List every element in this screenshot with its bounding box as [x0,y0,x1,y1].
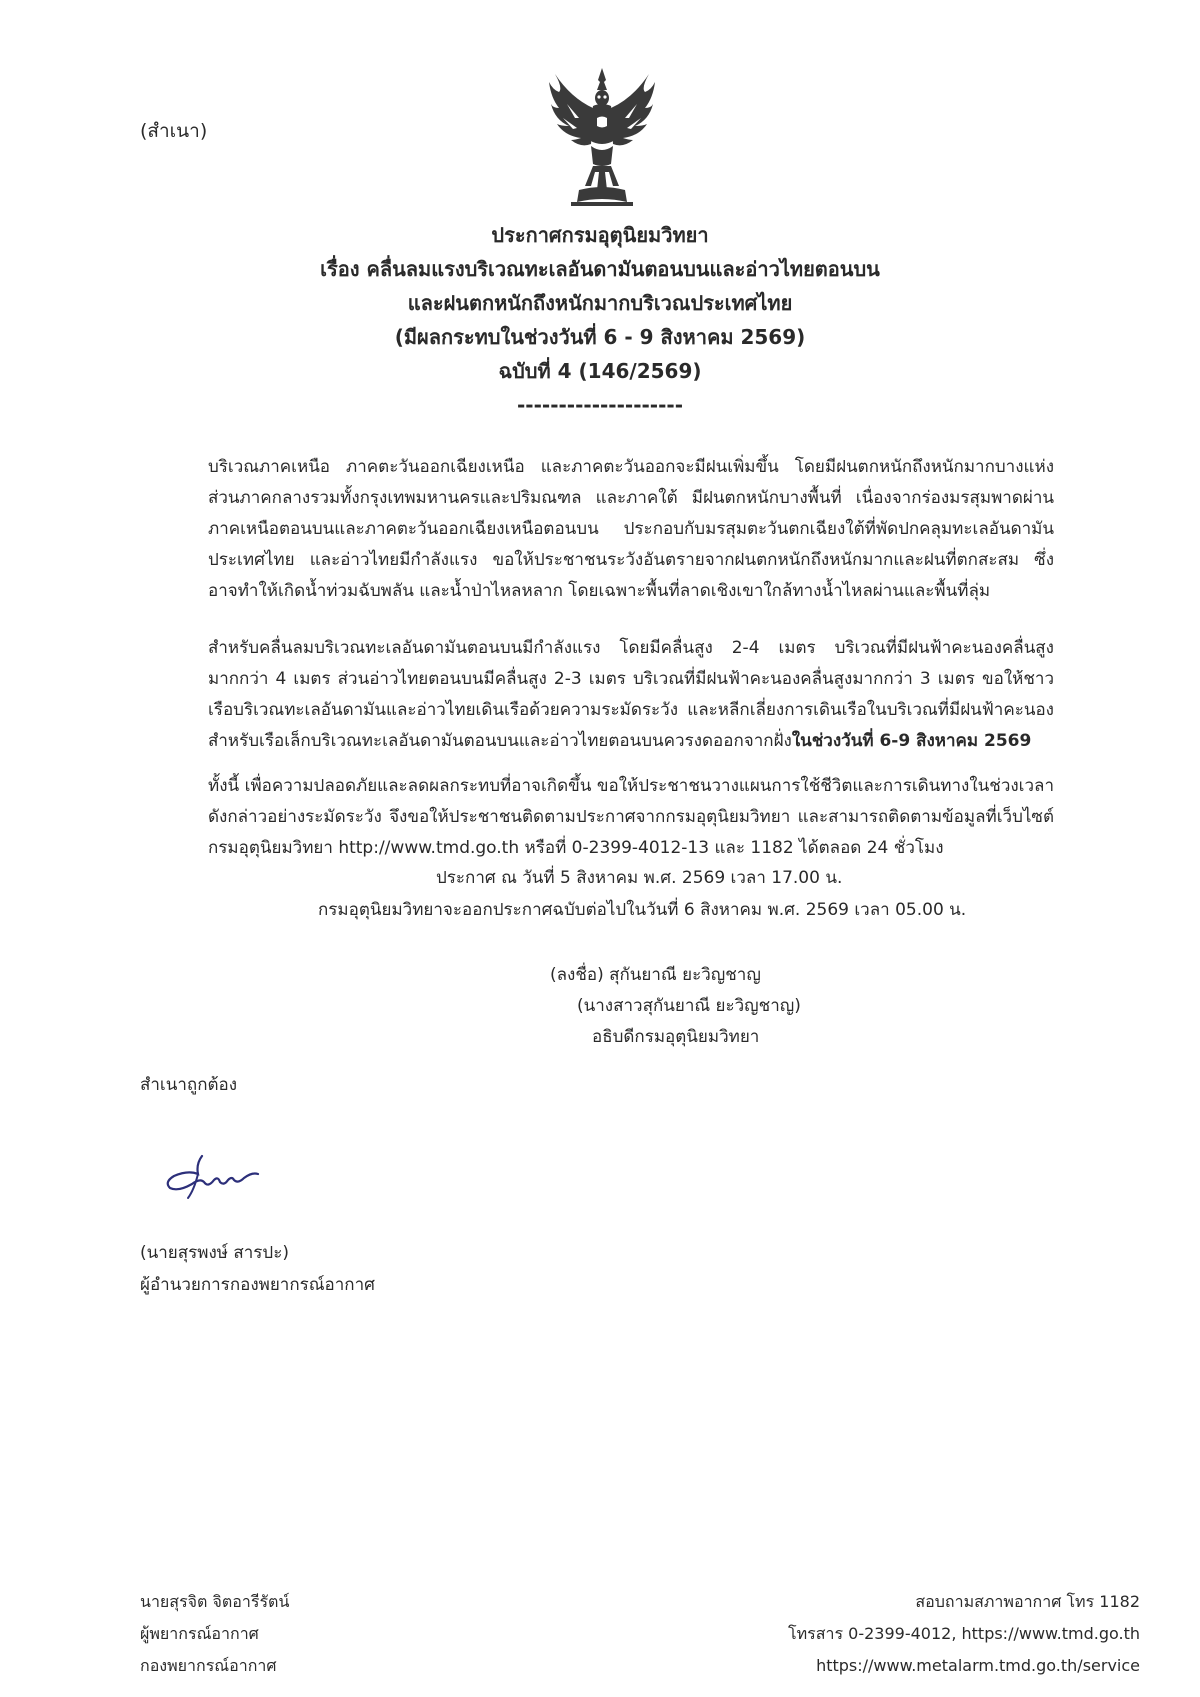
handwritten-signature [158,1150,268,1210]
title-block [180,218,1020,422]
certified-copy-label: สำเนาถูกต้อง [140,1075,238,1095]
issue-number: ฉบับที่ 4 (146/2569) [498,359,702,383]
paragraph-waves-text: สำหรับคลื่นลมบริเวณทะเลอันดามันตอนบนมีกำลังแรง โดยมีคลื่นสูง 2-4 เมตร บริเวณที่มีฝนฟ้าคะนองคลื่นสูงมากกว่า 4 เมตร ส่วนอ่าวไทยตอนบนมีคลื่นสูง 2-3 เมตร บริเวณที่มีฝนฟ้าคะนองคลื่นสูงมากกว่า 3 เมตร ขอให้ชาวเรือบริเวณทะเลอันดามันและอ่าวไทยเดินเรือด้วยความระมัดระวัง และหลีกเลี่ยงการเดินเรือในบริเวณที่มีฝนฟ้าคะนอง สำหรับเรือเล็กบริเวณทะเลอันดามันตอนบนและอ่าวไทยตอนบนควรงดออกจากฝั่ง [208,638,1054,751]
certifier-position: ผู้อำนวยการกองพยากรณ์อากาศ [140,1275,375,1295]
footer-right-line: https://www.metalarm.tmd.go.th/service [816,1656,1140,1675]
paragraph-advice: ทั้งนี้ เพื่อความปลอดภัยและลดผลกระทบที่อาจเกิดขึ้น ขอให้ประชาชนวางแผนการใช้ชีวิตและการเดินทางในช่วงเวลาดังกล่าวอย่างระมัดระวัง จึงขอให้ประชาชนติดตามประกาศจากกรมอุตุนิยมวิทยา และสามารถติดตามข้อมูลที่เว็บไซต์กรมอุตุนิยมวิทยา http://www.tmd.go.th หรือที่ 0-2399-4012-13 และ 1182 ได้ตลอด 24 ชั่วโมง [208,776,1054,858]
footer-contact [600,1586,1140,1682]
separator: -------------------- [516,393,683,417]
footer-forecaster [140,1586,289,1682]
announcement-next-issue: กรมอุตุนิยมวิทยาจะออกประกาศฉบับต่อไปในวันที่ 6 สิงหาคม พ.ศ. 2569 เวลา 05.00 น. [318,900,967,920]
footer-left-line: ผู้พยากรณ์อากาศ [140,1624,259,1643]
signer-full-name: (นางสาวสุกันยาณี ยะวิญชาญ) [577,996,801,1016]
paragraph-waves [150,633,1054,757]
garuda-emblem-icon [549,68,655,206]
footer-right-line: โทรสาร 0-2399-4012, https://www.tmd.go.th [788,1624,1140,1643]
signed-by: (ลงชื่อ) สุกันยาณี ยะวิญชาญ [550,965,761,985]
copy-mark: (สำเนา) [140,120,208,142]
impact-period: (มีผลกระทบในช่วงวันที่ 6 - 9 สิงหาคม 2569) [394,325,806,349]
paragraph-waves-period: ในช่วงวันที่ 6-9 สิงหาคม 2569 [791,731,1032,751]
certifier-name: (นายสุรพงษ์ สารปะ) [140,1243,289,1263]
announcement-issued: ประกาศ ณ วันที่ 5 สิงหาคม พ.ศ. 2569 เวลา 17.00 น. [436,868,843,888]
signer-position: อธิบดีกรมอุตุนิยมวิทยา [592,1027,760,1047]
footer-right-line: สอบถามสภาพอากาศ โทร 1182 [915,1592,1140,1611]
subject-line-1: เรื่อง คลื่นลมแรงบริเวณทะเลอันดามันตอนบนและอ่าวไทยตอนบน [320,257,880,281]
document-title: ประกาศกรมอุตุนิยมวิทยา [491,223,709,247]
subject-line-2: และฝนตกหนักถึงหนักมากบริเวณประเทศไทย [407,291,793,315]
footer-left-line: กองพยากรณ์อากาศ [140,1656,277,1675]
footer-left-line: นายสุรจิต จิตอารีรัตน์ [140,1592,290,1611]
paragraph-rain: บริเวณภาคเหนือ ภาคตะวันออกเฉียงเหนือ และภาคตะวันออกจะมีฝนเพิ่มขึ้น โดยมีฝนตกหนักถึงหนักมากบางแห่ง ส่วนภาคกลางรวมทั้งกรุงเทพมหานครและปริมณฑล และภาคใต้ มีฝนตกหนักบางพื้นที่ เนื่องจากร่องมรสุมพาดผ่านภาคเหนือตอนบนและภาคตะวันออกเฉียงเหนือตอนบน ประกอบกับมรสุมตะวันตกเฉียงใต้ที่พัดปกคลุมทะเลอันดามัน ประเทศไทย และอ่าวไทยมีกำลังแรง ขอให้ประชาชนระวังอันตรายจากฝนตกหนักถึงหนักมากและฝนที่ตกสะสม ซึ่งอาจทำให้เกิดน้ำท่วมฉับพลัน และน้ำป่าไหลหลาก โดยเฉพาะพื้นที่ลาดเชิงเขาใกล้ทางน้ำไหลผ่านและพื้นที่ลุ่ม [208,457,1054,601]
